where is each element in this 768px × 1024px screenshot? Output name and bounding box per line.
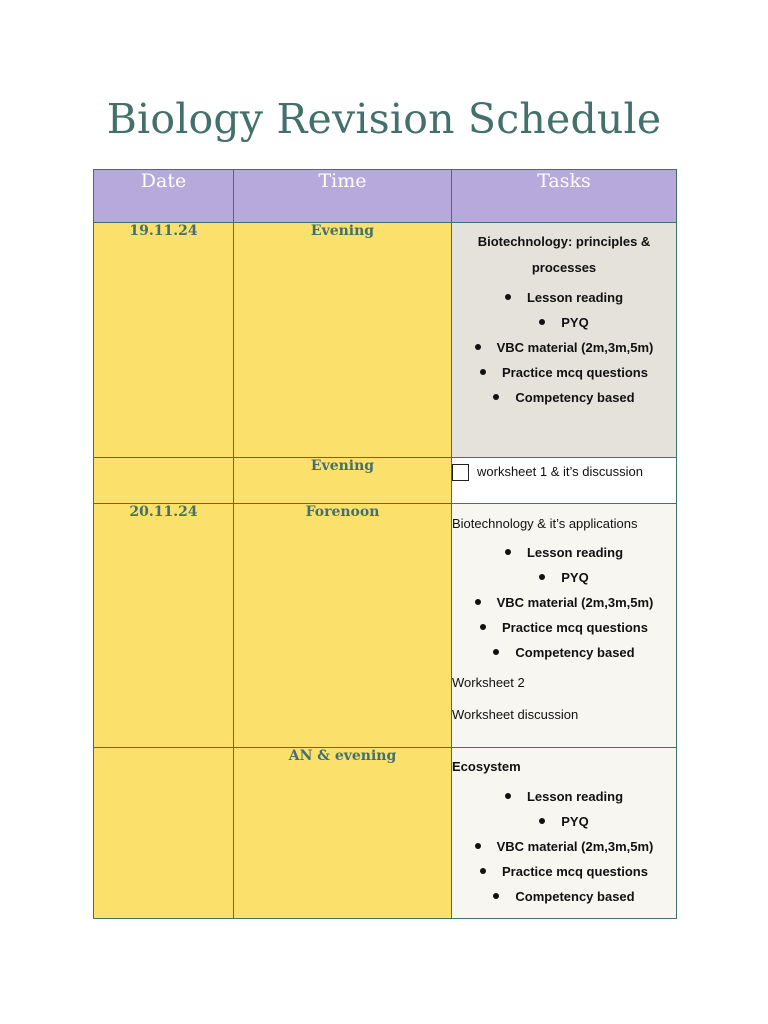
list-item-label: VBC material (2m,3m,5m)	[496, 839, 654, 854]
list-item-label: Competency based	[515, 390, 635, 405]
table-row	[94, 223, 677, 458]
time-cell: Forenoon	[234, 504, 452, 748]
task-heading: Biotechnology: principles & processes	[477, 234, 651, 275]
list-item	[452, 809, 676, 834]
date-cell: 20.11.24	[94, 504, 234, 748]
bullet-icon	[475, 843, 481, 849]
list-item	[452, 640, 676, 665]
column-header-date: Date	[94, 170, 234, 223]
bullet-icon	[493, 394, 499, 400]
page-title: Biology Revision Schedule	[106, 95, 662, 143]
list-item-label: Lesson reading	[526, 789, 624, 804]
list-item-label: Competency based	[515, 889, 635, 904]
list-item	[452, 335, 676, 360]
list-item	[452, 565, 676, 590]
tasks-cell	[452, 458, 677, 504]
list-item	[452, 884, 676, 909]
list-item-label: PYQ	[561, 814, 589, 829]
column-header-tasks: Tasks	[452, 170, 677, 223]
bullet-icon	[505, 793, 511, 799]
bullet-icon	[539, 319, 545, 325]
task-note: Worksheet discussion	[452, 707, 579, 722]
bullet-icon	[480, 624, 486, 630]
list-item	[452, 590, 676, 615]
list-item	[452, 285, 676, 310]
list-item	[452, 360, 676, 385]
list-item	[452, 834, 676, 859]
column-header-time: Time	[234, 170, 452, 223]
bullet-icon	[539, 574, 545, 580]
date-cell: 19.11.24	[94, 223, 234, 458]
list-item-label: Lesson reading	[526, 290, 624, 305]
table-row	[94, 458, 677, 504]
list-item-label: Competency based	[515, 645, 635, 660]
task-list	[452, 285, 676, 410]
bullet-icon	[475, 344, 481, 350]
list-item	[452, 385, 676, 410]
list-item-label: VBC material (2m,3m,5m)	[496, 340, 654, 355]
task-heading: Biotechnology & it’s applications	[452, 516, 638, 531]
list-item	[452, 615, 676, 640]
task-note: Worksheet 2	[452, 675, 525, 690]
date-cell	[94, 748, 234, 919]
list-item	[452, 784, 676, 809]
list-item-label: VBC material (2m,3m,5m)	[496, 595, 654, 610]
bullet-icon	[539, 818, 545, 824]
table-row	[94, 504, 677, 748]
list-item-label: Practice mcq questions	[502, 864, 648, 879]
bullet-icon	[480, 369, 486, 375]
task-list	[452, 784, 676, 909]
list-item-label: Practice mcq questions	[502, 365, 648, 380]
checkbox-label: worksheet 1 & it’s discussion	[477, 464, 643, 479]
tasks-cell	[452, 223, 677, 458]
bullet-icon	[493, 893, 499, 899]
bullet-icon	[475, 599, 481, 605]
table-row	[94, 748, 677, 919]
bullet-icon	[505, 549, 511, 555]
task-list	[452, 540, 676, 665]
list-item-label: Lesson reading	[526, 545, 624, 560]
list-item	[452, 859, 676, 884]
list-item	[452, 310, 676, 335]
checklist-item	[452, 462, 676, 482]
list-item	[452, 540, 676, 565]
time-cell: AN & evening	[234, 748, 452, 919]
tasks-cell	[452, 748, 677, 919]
checkbox[interactable]	[452, 464, 469, 481]
bullet-icon	[480, 868, 486, 874]
time-cell: Evening	[234, 458, 452, 504]
time-cell: Evening	[234, 223, 452, 458]
bullet-icon	[493, 649, 499, 655]
list-item-label: PYQ	[561, 315, 589, 330]
tasks-cell	[452, 504, 677, 748]
task-heading: Ecosystem	[452, 759, 521, 774]
schedule-table	[93, 169, 677, 919]
list-item-label: PYQ	[561, 570, 589, 585]
list-item-label: Practice mcq questions	[502, 620, 648, 635]
bullet-icon	[505, 294, 511, 300]
table-header-row	[94, 170, 677, 223]
date-cell	[94, 458, 234, 504]
